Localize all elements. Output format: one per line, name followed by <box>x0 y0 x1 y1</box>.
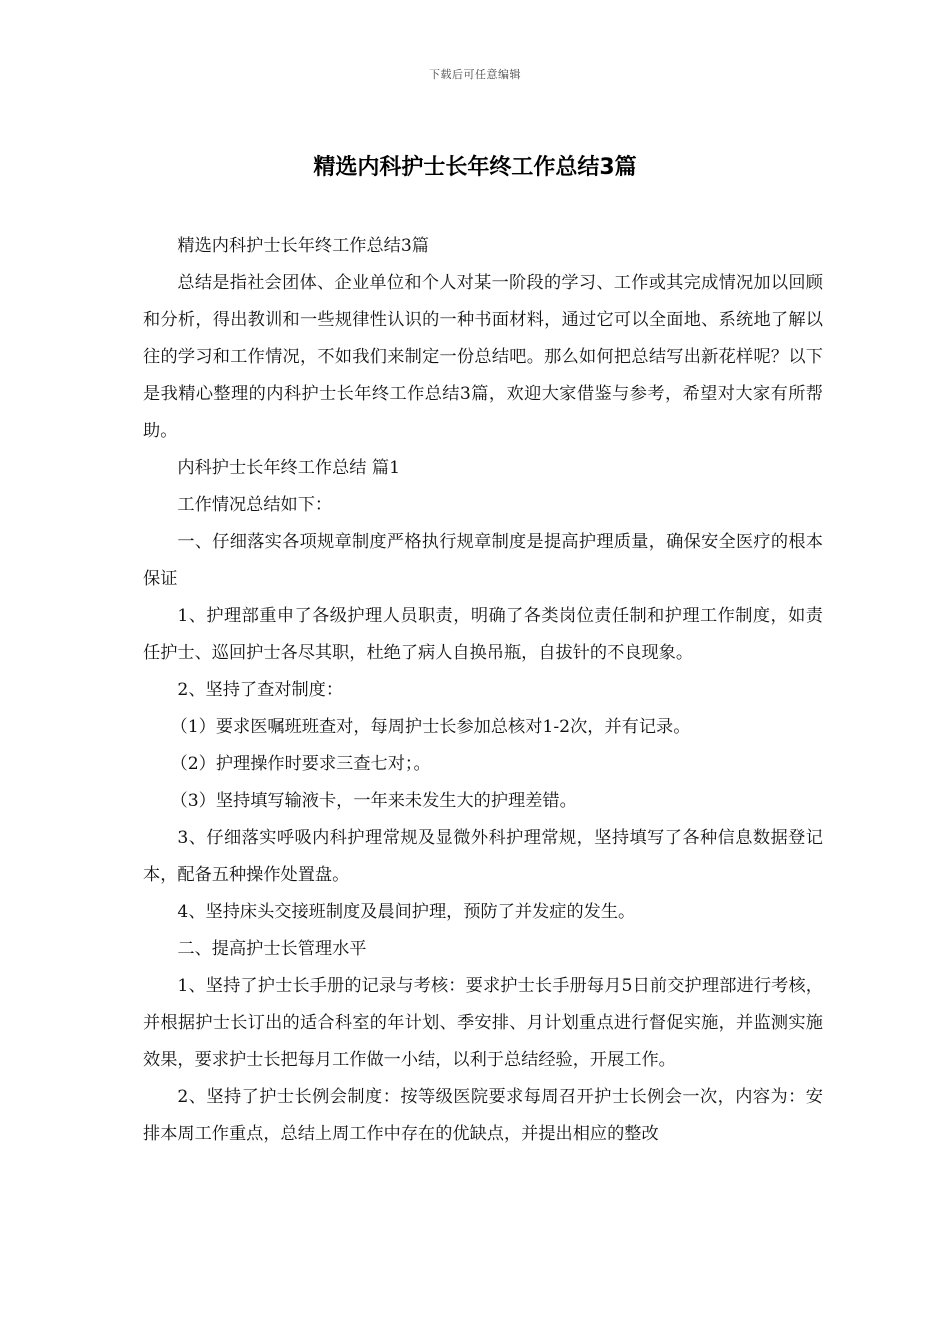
body-paragraph: 精选内科护士长年终工作总结3篇 <box>177 236 429 256</box>
list-item: （3）坚持填写输液卡，一年来未发生大的护理差错。 <box>170 791 577 811</box>
body-paragraph: 1、护理部重申了各级护理人员职责，明确了各类岗位责任制和护理工作制度，如责任护士、巡回护士各尽其职，杜绝了病人自换吊瓶，自拔针的不良现象。 <box>143 606 823 663</box>
list-item: （2）护理操作时要求三查七对；。 <box>170 754 431 774</box>
section-heading: 二、提高护士长管理水平 <box>177 939 367 959</box>
body-paragraph: 3、仔细落实呼吸内科护理常规及显微外科护理常规，坚持填写了各种信息数据登记本，配备五种操作处置盘。 <box>143 828 823 885</box>
body-paragraph: 工作情况总结如下： <box>177 495 333 515</box>
document-body <box>143 228 823 1153</box>
document-title: 精选内科护士长年终工作总结3篇 <box>313 155 637 180</box>
body-paragraph: 2、坚持了护士长例会制度：按等级医院要求每周召开护士长例会一次，内容为：安排本周工作重点，总结上周工作中存在的优缺点，并提出相应的整改 <box>143 1087 823 1144</box>
section-heading: 一、仔细落实各项规章制度严格执行规章制度是提高护理质量，确保安全医疗的根本保证 <box>143 532 823 589</box>
list-item: （1）要求医嘱班班查对，每周护士长参加总核对1-2次，并有记录。 <box>170 717 691 737</box>
body-paragraph: 2、坚持了查对制度： <box>177 680 344 700</box>
body-paragraph: 1、坚持了护士长手册的记录与考核：要求护士长手册每月5日前交护理部进行考核，并根据护士长订出的适合科室的年计划、季安排、月计划重点进行督促实施，并监测实施效果，要求护士长把每月工作做一小结，以利于总结经验，开展工作。 <box>143 976 823 1070</box>
body-paragraph: 4、坚持床头交接班制度及晨间护理，预防了并发症的发生。 <box>177 902 636 922</box>
header-note: 下载后可任意编辑 <box>429 68 521 81</box>
body-paragraph: 总结是指社会团体、企业单位和个人对某一阶段的学习、工作或其完成情况加以回顾和分析，得出教训和一些规律性认识的一种书面材料，通过它可以全面地、系统地了解以往的学习和工作情况，不如我们来制定一份总结吧。那么如何把总结写出新花样呢？以下是我精心整理的内科护士长年终工作总结3篇，欢迎大家借鉴与参考，希望对大家有所帮助。 <box>143 273 823 441</box>
section-heading: 内科护士长年终工作总结 篇1 <box>177 458 401 478</box>
